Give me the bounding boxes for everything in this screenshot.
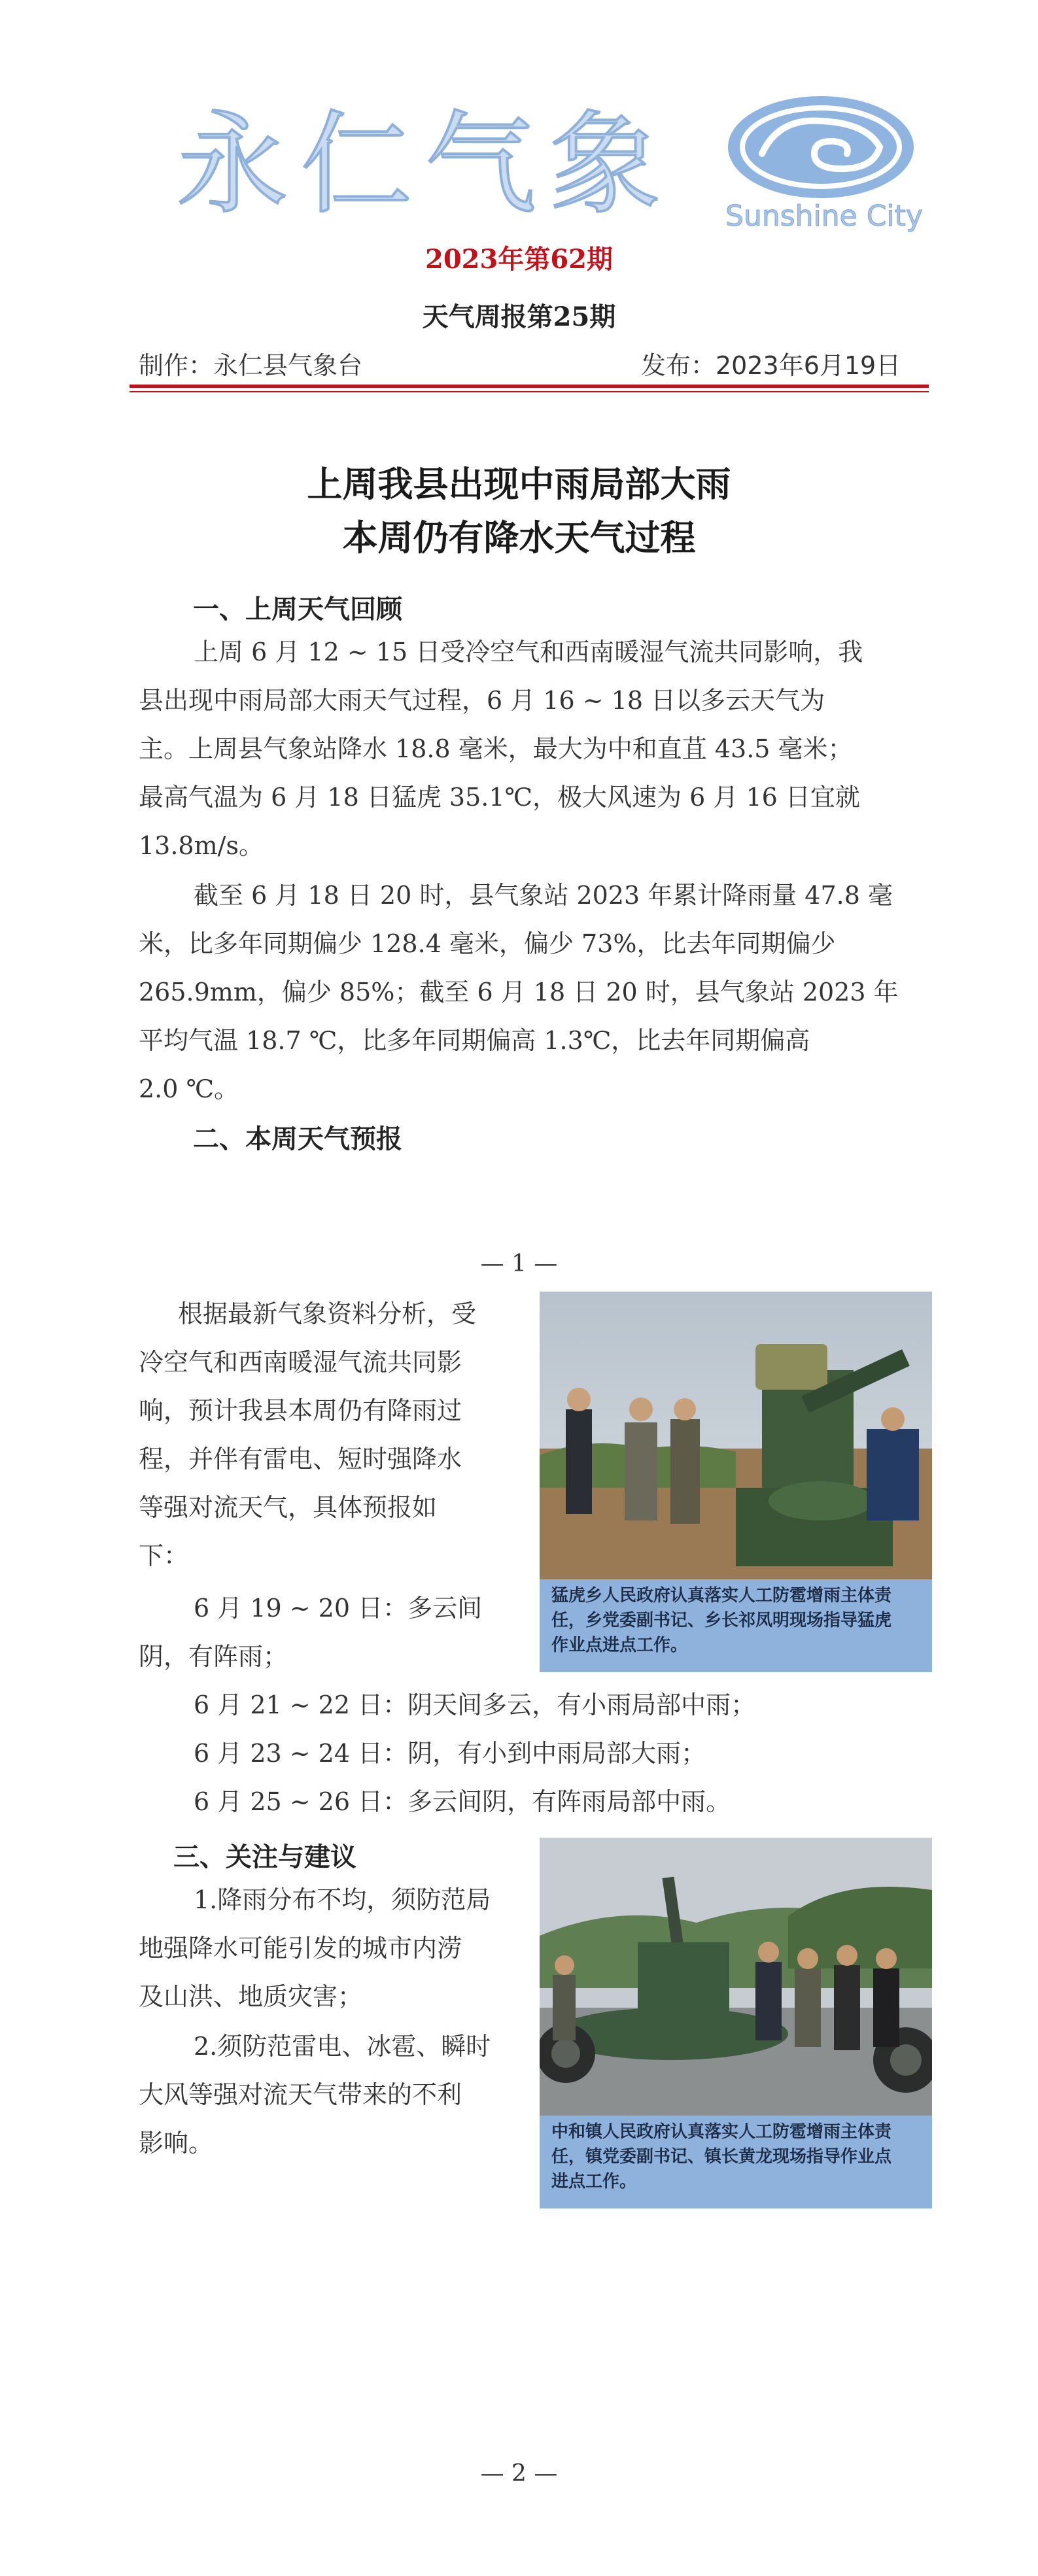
producer-label: 制作：永仁县气象台 (139, 351, 363, 380)
sunshine-city-logo (716, 92, 932, 235)
photo-illustration (540, 1292, 932, 1579)
logo-text: Sunshine City (725, 199, 923, 233)
photo-menghu-inspection (540, 1292, 932, 1579)
text-line: 2.0 ℃。 (139, 1074, 239, 1103)
photo-illustration (540, 1838, 932, 2116)
headline-line-2: 本周仍有降水天气过程 (342, 517, 696, 558)
text-line: 主。上周县气象站降水 18.8 毫米，最大为中和直苴 43.5 毫米； (139, 734, 853, 763)
text-line: 程，并伴有雷电、短时强降水 (139, 1445, 462, 1473)
masthead-title (170, 98, 706, 229)
masthead-title-text: 永仁气象 (177, 100, 674, 229)
header-rule-thick (130, 385, 929, 388)
page-number-2: — 2 — (480, 2460, 558, 2487)
caption-line: 任，镇党委副书记、镇长黄龙现场指导作业点 (551, 2147, 892, 2167)
forecast-day-2: 6 月 21 ~ 22 日：阴天间多云，有小雨局部中雨； (194, 1691, 756, 1719)
text-line: 响，预计我县本周仍有降雨过 (139, 1396, 462, 1425)
review-paragraph-1 (139, 628, 904, 870)
forecast-day-1 (139, 1584, 531, 1681)
text-line: 大风等强对流天气带来的不利 (139, 2080, 462, 2109)
text-line: 阴，有阵雨； (139, 1642, 288, 1671)
caption-line: 中和镇人民政府认真落实人工防雹增雨主体责 (551, 2122, 892, 2142)
text-line: 下： (139, 1541, 189, 1570)
caption-line: 作业点进点工作。 (551, 1636, 688, 1655)
text-line: 地强降水可能引发的城市内涝 (139, 1934, 462, 1963)
caption-line: 猛虎乡人民政府认真落实人工防雹增雨主体责 (551, 1586, 892, 1606)
section-title-advice: 三、关注与建议 (173, 1842, 356, 1872)
advice-item-1 (139, 1876, 531, 2021)
section-title-review: 一、上周天气回顾 (193, 594, 402, 625)
photo-zhonghe-caption (540, 2116, 932, 2208)
publish-date: 发布：2023年6月19日 (641, 351, 901, 380)
issue-number: 2023年第62期 (425, 244, 613, 275)
caption-line: 进点工作。 (551, 2172, 637, 2191)
text-line: 县出现中雨局部大雨天气过程，6 月 16 ~ 18 日以多云天气为 (139, 686, 825, 715)
text-line: 2.须防范雷电、冰雹、瞬时 (194, 2032, 491, 2061)
advice-item-2 (139, 2022, 531, 2167)
forecast-day-4: 6 月 25 ~ 26 日：多云间阴，有阵雨局部中雨。 (194, 1787, 731, 1816)
text-line: 13.8m/s。 (139, 831, 264, 860)
text-line: 平均气温 18.7 ℃，比多年同期偏高 1.3℃，比去年同期偏高 (139, 1026, 810, 1055)
forecast-day-3: 6 月 23 ~ 24 日：阴，有小到中雨局部大雨； (194, 1739, 706, 1768)
text-line: 米，比多年同期偏少 128.4 毫米，偏少 73%，比去年同期偏少 (139, 929, 836, 958)
text-line: 上周 6 月 12 ~ 15 日受冷空气和西南暖湿气流共同影响，我 (194, 638, 863, 666)
text-line: 截至 6 月 18 日 20 时，县气象站 2023 年累计降雨量 47.8 毫 (194, 881, 893, 910)
header-rule-thin (130, 391, 929, 392)
headline-line-1: 上周我县出现中雨局部大雨 (307, 463, 731, 505)
caption-line: 任，乡党委副书记、乡长祁凤明现场指导猛虎 (551, 1611, 892, 1630)
text-line: 根据最新气象资料分析，受 (178, 1299, 477, 1328)
review-paragraph-2 (139, 871, 904, 1113)
cloud-swirl-icon (716, 92, 932, 235)
text-line: 6 月 19 ~ 20 日：多云间 (194, 1594, 483, 1623)
section-title-forecast: 二、本周天气预报 (193, 1124, 402, 1154)
text-line: 影响。 (139, 2129, 214, 2157)
text-line: 等强对流天气，具体预报如 (139, 1493, 438, 1522)
photo-menghu-caption (540, 1579, 932, 1672)
text-line: 最高气温为 6 月 18 日猛虎 35.1℃，极大风速为 6 月 16 日宜就 (139, 783, 860, 812)
weekly-report-number: 天气周报第25期 (422, 301, 616, 332)
text-line: 265.9mm，偏少 85%；截至 6 月 18 日 20 时，县气象站 2023 年 (139, 978, 899, 1006)
photo-zhonghe-inspection (540, 1838, 932, 2116)
text-line: 1.降雨分布不均，须防范局 (194, 1885, 491, 1914)
text-line: 及山洪、地质灾害； (139, 1982, 363, 2011)
forecast-intro (139, 1290, 531, 1580)
page-number-1: — 1 — (480, 1250, 558, 1277)
text-line: 冷空气和西南暖湿气流共同影 (139, 1348, 462, 1377)
